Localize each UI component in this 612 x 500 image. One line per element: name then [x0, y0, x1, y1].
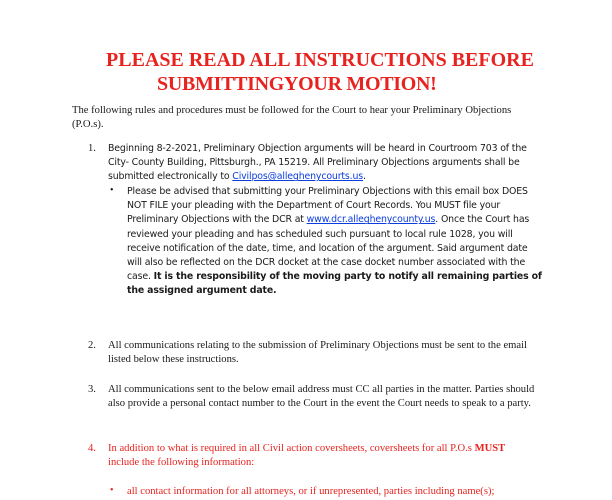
- intro-paragraph: The following rules and procedures must be followed for the Court to hear your Preliminary Objections (P.O.s).: [72, 105, 512, 131]
- item-4-text-end: include the following information:: [108, 457, 255, 469]
- dcr-website-link[interactable]: www.dcr.alleghenycounty.us: [306, 214, 436, 226]
- item-4-must: MUST: [474, 443, 506, 454]
- bullet-text-middle: . Once the Court has reviewed your pleading and has scheduled such pursuant to local rule 1028, you will receive notification of the date, time, and location of the argument. Said argument date will also be reflected on the DCR docket at the case docket number associated with the case.: [127, 214, 530, 283]
- item-4-text-start: In addition to what is required in all Civil action coversheets, coversheets for all P.O.s: [108, 443, 475, 454]
- instructions-heading-line-2: SUBMITTINGYOUR MOTION!: [157, 73, 437, 95]
- item-3-text: All communications sent to the below email address must CC all parties in the matter. Parties should also provide a personal contact number to the Court in the event the Court needs to speak to a party.: [108, 384, 535, 410]
- bullet-text-bold: It is the responsibility of the moving party to notify all remaining parties of the assigned argument date.: [127, 271, 542, 297]
- item-2-number: 2.: [88, 340, 96, 351]
- item-3-number: 3.: [88, 384, 96, 395]
- item-4-number: 4.: [88, 443, 96, 454]
- civilpos-email-link[interactable]: Civilpos@alleghenycourts.us: [232, 171, 364, 183]
- item-2-text: All communications relating to the submission of Preliminary Objections must be sent to the email listed below these instructions.: [108, 340, 527, 366]
- item-1-text: [108, 142, 540, 185]
- item-1-bullet-text: [127, 185, 544, 299]
- item-4-bullet-dot: •: [110, 485, 114, 496]
- item-1-text-start: Beginning 8-2-2021, Preliminary Objection arguments will be heard in Courtroom 703 of the City- County Building, Pittsburgh., PA 15219. All Preliminary Objections arguments shall be submitted electronically to: [108, 143, 527, 183]
- item-1-number: 1.: [88, 143, 96, 154]
- instructions-heading-line-1: PLEASE READ ALL INSTRUCTIONS BEFORE: [106, 49, 534, 71]
- item-1-bullet-dot: •: [110, 185, 114, 196]
- item-1-text-end: .: [363, 171, 366, 183]
- bullet-text-start: Please be advised that submitting your Preliminary Objections with this email box DOES NOT FILE your pleading with the Department of Court Records. You MUST file your Preliminary Objections with the DCR at: [127, 186, 528, 226]
- item-4-text: [108, 442, 538, 470]
- item-4-bullet-text: all contact information for all attorneys, or if unrepresented, parties including name(s);: [127, 486, 495, 497]
